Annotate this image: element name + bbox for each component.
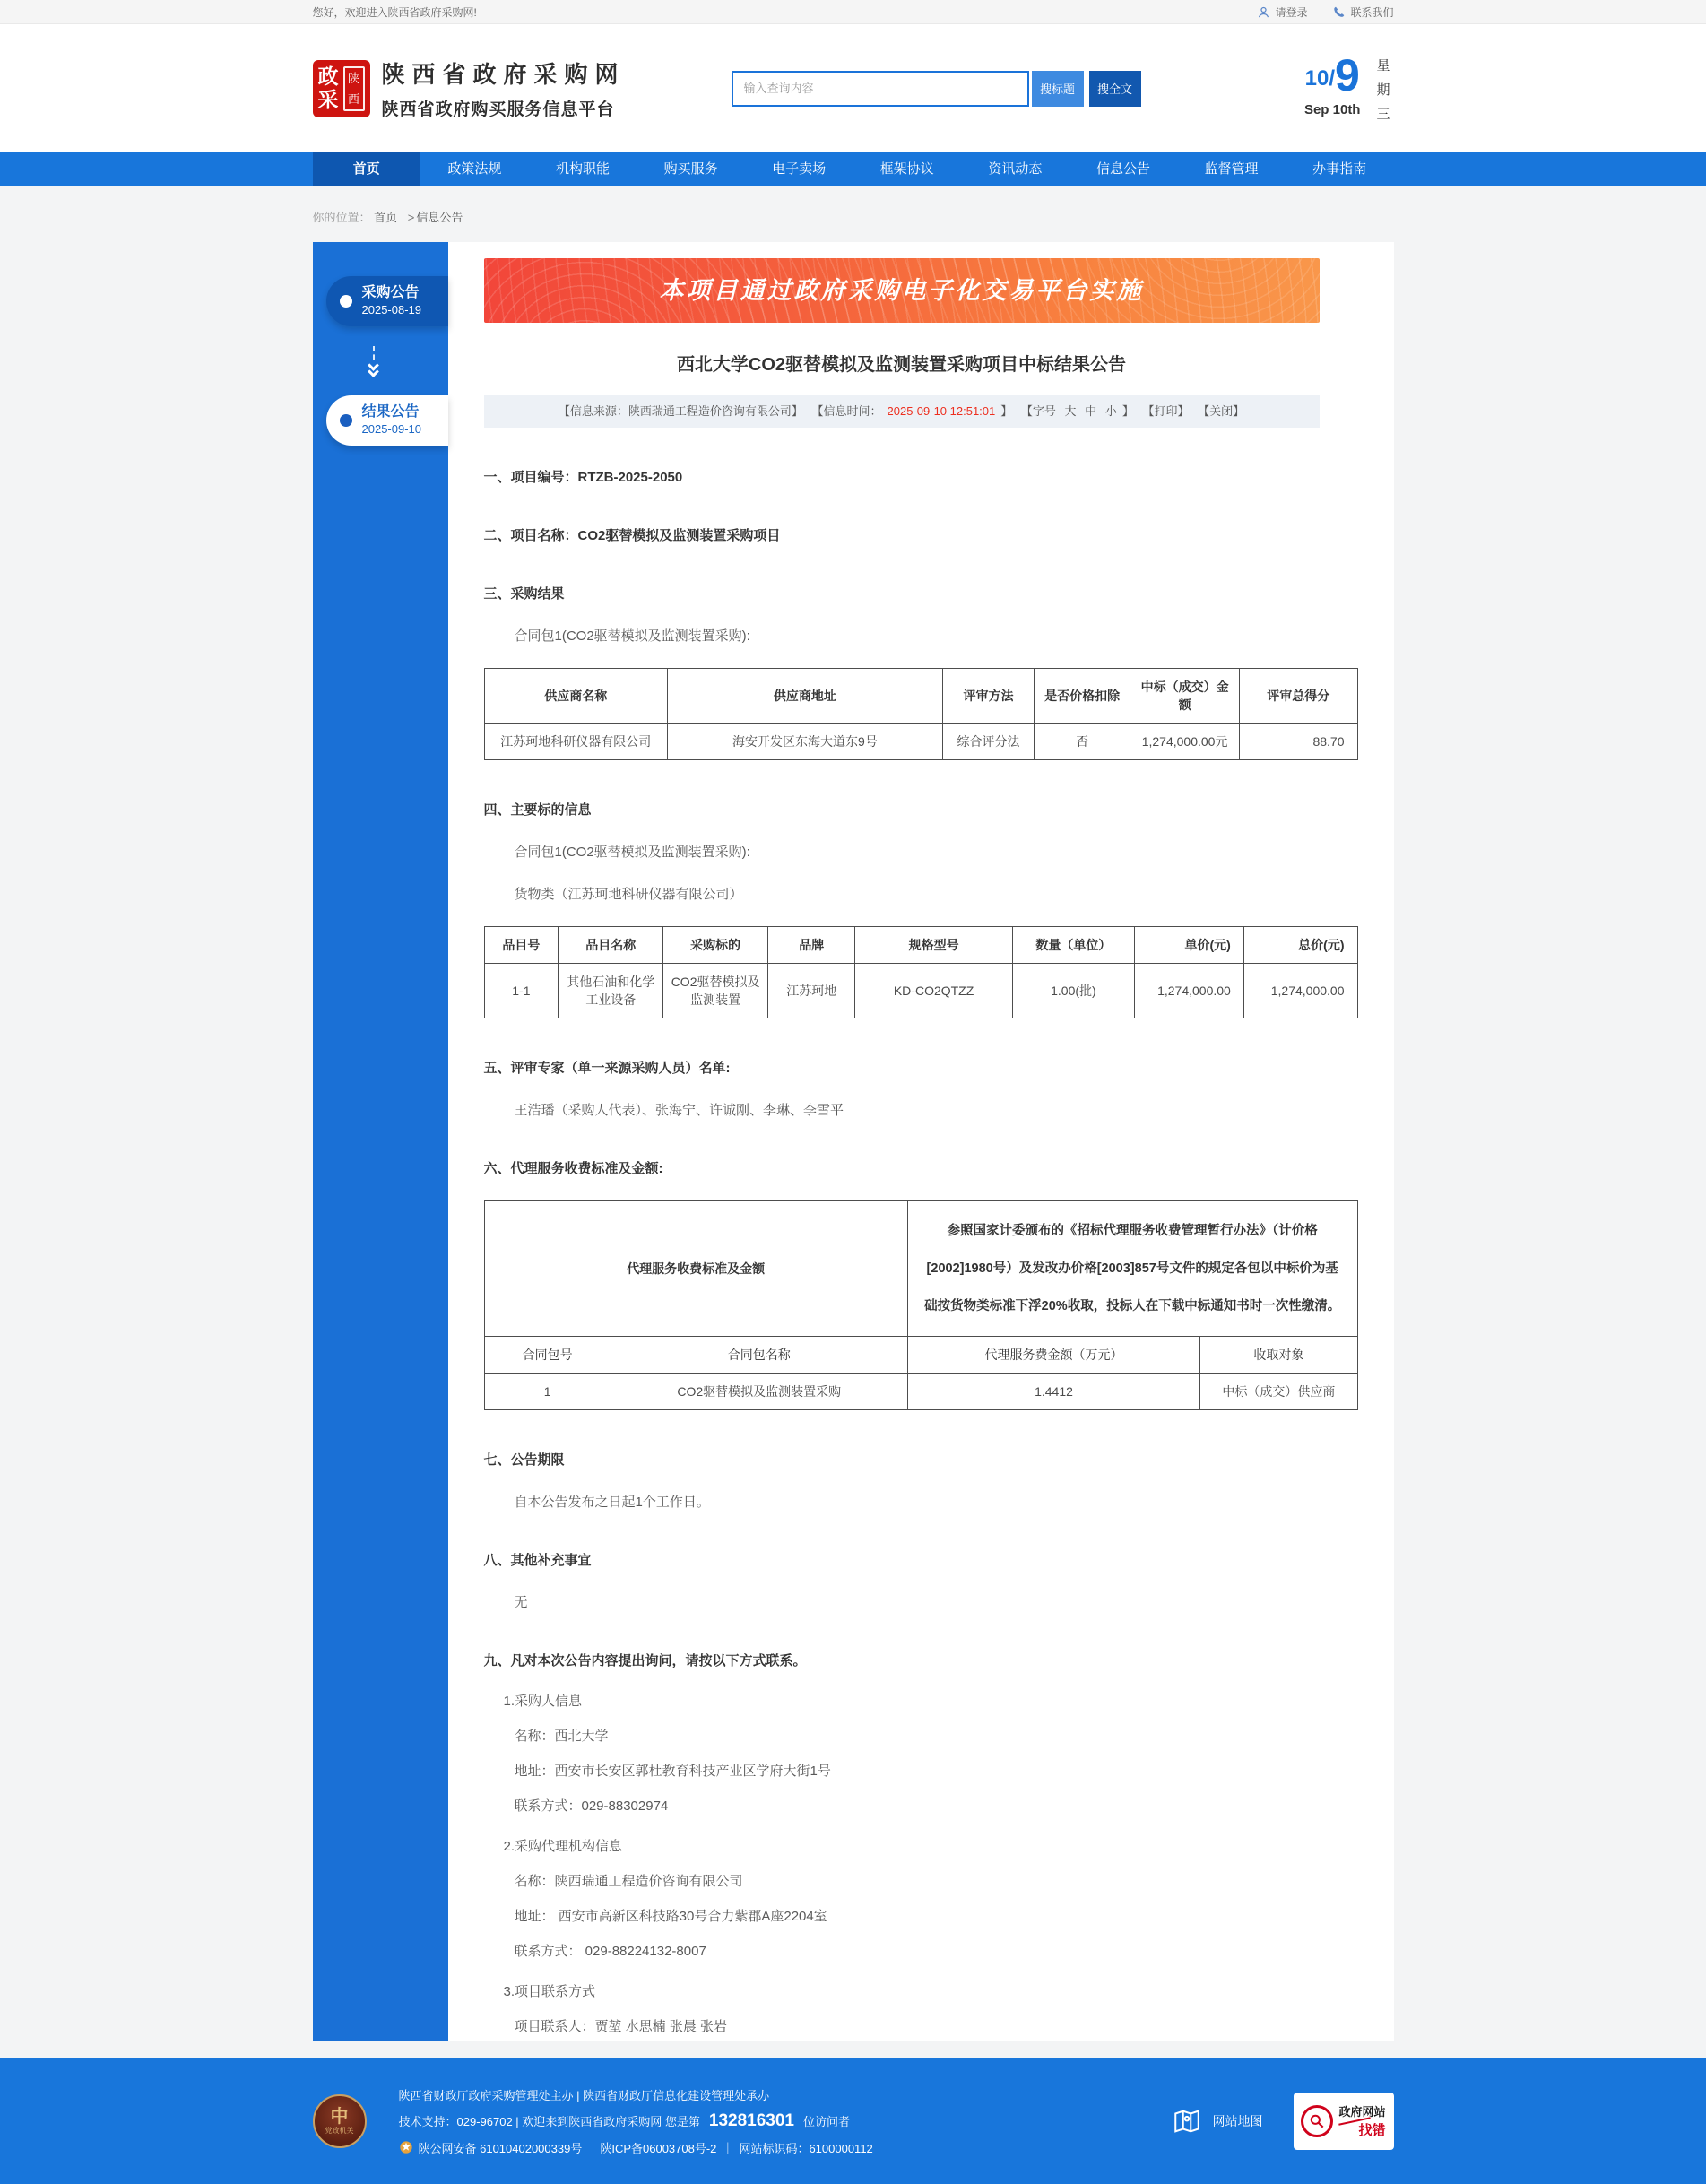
meta-source: 【信息来源：陕西瑞通工程造价咨询有限公司】: [558, 404, 803, 418]
col-quantity: 数量（单位）: [1012, 927, 1134, 964]
site-subtitle: 陕西省政府购买服务信息平台: [381, 100, 615, 119]
weekday-char: 期: [1376, 82, 1390, 98]
topbar-links: [1257, 4, 1393, 20]
breadcrumb: [313, 186, 1394, 225]
nav-item-news[interactable]: 资讯动态: [988, 161, 1043, 177]
model: KD-CO2QTZZ: [855, 964, 1012, 1018]
purchaser-phone: 联系方式：029-88302974: [514, 1798, 669, 1815]
footer-text-block: [399, 2086, 1172, 2156]
breadcrumb-home[interactable]: 首页: [374, 211, 398, 224]
project-contacts: 项目联系人：贾堃 水思楠 张晨 张岩: [514, 2019, 728, 2035]
col-item-no: 品目号: [484, 927, 559, 964]
close-button[interactable]: 【关闭】: [1198, 404, 1245, 418]
breadcrumb-zone: [0, 186, 1706, 242]
col-price-deduction: 是否价格扣除: [1035, 669, 1130, 724]
sidebar-item-date: 2025-09-10: [361, 422, 421, 436]
col-supplier-address: 供应商地址: [668, 669, 943, 724]
col-review-score: 评审总得分: [1239, 669, 1357, 724]
breadcrumb-current[interactable]: 信息公告: [416, 211, 463, 224]
fontsize-small-button[interactable]: 小: [1104, 404, 1117, 418]
footer-divider: ｜: [722, 2141, 734, 2155]
purchaser-info-title: 1.采购人信息: [503, 1694, 583, 1710]
table-header-row: [484, 669, 1357, 724]
magnifier-icon: [1301, 2105, 1333, 2137]
search-title-button[interactable]: 搜标题: [1032, 71, 1084, 107]
item-no: 1-1: [484, 964, 559, 1018]
beian-link[interactable]: 陕公网安备 61010402000339号: [418, 2141, 583, 2155]
date-english: Sep 10th: [1303, 102, 1361, 117]
nav-item-home[interactable]: 首页: [313, 152, 421, 186]
nav-item-functions[interactable]: 机构职能: [555, 161, 610, 177]
footer-registration-line: [399, 2139, 1172, 2156]
sidebar-item-date: 2025-08-19: [361, 303, 421, 316]
public-security-badge-icon: [399, 2140, 413, 2154]
contract-package-line: 合同包1(CO2驱替模拟及监测装置采购):: [514, 628, 750, 644]
sidebar-item-title: 结果公告: [361, 404, 420, 420]
purchaser-name: 名称：西北大学: [514, 1729, 609, 1745]
col-supplier-name: 供应商名称: [484, 669, 668, 724]
weekday-vertical: [1376, 56, 1390, 123]
site-name: 陕西省政府采购网: [381, 61, 626, 88]
welcome-text: 您好，欢迎进入陕西省政府采购网!: [312, 6, 477, 19]
platform-banner: 本项目通过政府采购电子化交易平台实施: [484, 258, 1320, 323]
logo-char: 采: [317, 88, 339, 111]
sidebar-item-title: 采购公告: [361, 285, 420, 300]
package-name: CO2驱替模拟及监测装置采购: [611, 1374, 907, 1410]
date-widget: [1303, 50, 1394, 123]
breadcrumb-separator: >: [407, 211, 415, 224]
gov-site-error-report-badge[interactable]: [1294, 2093, 1394, 2150]
items-table: [484, 926, 1358, 1018]
other-matters-text: 无: [514, 1595, 528, 1611]
article-meta: [484, 395, 1320, 428]
login-label: 请登录: [1275, 6, 1308, 19]
section-main-subject-info: 四、主要标的信息: [483, 802, 592, 818]
date-month: 10/: [1304, 66, 1335, 91]
total-price: 1,274,000.00: [1243, 964, 1357, 1018]
meta-fontsize-suffix: 】: [1121, 404, 1134, 418]
agency-name: 名称：陕西瑞通工程造价咨询有限公司: [514, 1874, 743, 1890]
article-head: [484, 258, 1320, 428]
unit-price: 1,274,000.00: [1135, 964, 1244, 1018]
brand: 江苏珂地: [768, 964, 855, 1018]
col-total-price: 总价(元): [1243, 927, 1357, 964]
footer-gap: [0, 2041, 1706, 2058]
fontsize-large-button[interactable]: 大: [1064, 404, 1077, 418]
table-merged-row: [484, 1201, 1357, 1337]
col-award-amount: 中标（成交）金额: [1130, 669, 1240, 724]
badge-line1: 政府网站: [1338, 2104, 1386, 2119]
user-icon: [1257, 5, 1270, 19]
support-text: 技术支持：029-96702 | 欢迎来到陕西省政府采购网 您是第: [398, 2115, 700, 2128]
logo-char: 西: [347, 91, 359, 106]
seal-caption: 党政机关: [325, 2127, 354, 2135]
meta-fontsize-prefix: 【字号: [1020, 404, 1056, 418]
supplier-address: 海安开发区东海大道东9号: [668, 724, 943, 760]
weekday-char: 三: [1376, 107, 1390, 122]
fee-standard-label: 代理服务收费标准及金额: [484, 1201, 907, 1337]
search-input[interactable]: [732, 71, 1029, 107]
col-unit-price: 单价(元): [1135, 927, 1244, 964]
agency-address: 地址： 西安市高新区科技路30号合力紫郡A座2204室: [514, 1909, 827, 1925]
nav-item-policy[interactable]: 政策法规: [447, 161, 502, 177]
article: [448, 242, 1394, 2041]
visitor-count: 132816301: [708, 2110, 794, 2130]
login-link[interactable]: [1257, 4, 1307, 20]
badge-text: [1338, 2105, 1385, 2137]
sidebar-item-procurement-notice[interactable]: [326, 276, 448, 326]
nav-item-purchase-service[interactable]: 购买服务: [663, 161, 718, 177]
content-area: [313, 242, 1394, 2041]
print-button[interactable]: 【打印】: [1142, 404, 1190, 418]
fee-payer: 中标（成交）供应商: [1200, 1374, 1357, 1410]
sitemap-link[interactable]: [1172, 2106, 1263, 2136]
date-numbers: [1304, 50, 1360, 100]
brand: [313, 56, 626, 120]
notice-period-text: 自本公告发布之日起1个工作日。: [514, 1495, 710, 1511]
review-score: 88.70: [1239, 724, 1357, 760]
contact-label: 联系我们: [1350, 6, 1394, 19]
brand-text: [382, 56, 626, 120]
award-amount: 1,274,000.00元: [1130, 724, 1240, 760]
timeline-dot-icon: [340, 414, 352, 427]
nav-item-framework[interactable]: 框架协议: [879, 161, 934, 177]
table-header-row: [484, 927, 1357, 964]
sitemap-label: 网站地图: [1212, 2113, 1263, 2128]
section-other-matters: 八、其他补充事宜: [483, 1553, 592, 1569]
section-notice-period: 七、公告期限: [483, 1452, 565, 1469]
map-icon: [1172, 2106, 1202, 2136]
section-experts: 五、评审专家（单一来源采购人员）名单:: [483, 1061, 731, 1076]
sidebar-item-result-notice[interactable]: [326, 395, 448, 446]
fee-standard-text: 参照国家计委颁布的《招标代理服务收费管理暂行办法》（计价格[2002]1980号）及发改办价格[2003]857号文件的规定各包以中标价为基础按货物类标准下浮20%收取，投标人在下载中标通知书时一次性缴清。: [907, 1201, 1357, 1337]
fee-amount: 1.4412: [907, 1374, 1199, 1410]
table-row: [484, 724, 1357, 760]
weekday-char: 星: [1376, 58, 1390, 74]
meta-time-suffix: 】: [1000, 404, 1013, 418]
footer-support-line: [399, 2111, 1172, 2131]
package-no: 1: [484, 1374, 611, 1410]
nav-item-guide[interactable]: 办事指南: [1312, 161, 1367, 177]
date-day: 9: [1335, 50, 1360, 100]
search-bar: [732, 71, 1141, 107]
supplier-name: 江苏珂地科研仪器有限公司: [484, 724, 668, 760]
purchaser-address: 地址：西安市长安区郭杜教育科技产业区学府大街1号: [514, 1764, 831, 1780]
seal-emblem: 中: [330, 2107, 349, 2127]
section-project-number: 一、项目编号：RTZB-2025-2050: [483, 470, 683, 485]
logo-char: 陕: [347, 71, 359, 85]
agency-phone: 联系方式： 029-88224132-8007: [514, 1944, 706, 1960]
col-fee-amount: 代理服务费金额（万元）: [907, 1337, 1199, 1374]
nav-item-supervision[interactable]: 监督管理: [1204, 161, 1259, 177]
price-deduction: 否: [1035, 724, 1130, 760]
quantity: 1.00(批): [1012, 964, 1134, 1018]
col-package-no: 合同包号: [484, 1337, 611, 1374]
footer-organizer-line: 陕西省财政厅政府采购管理处主办 | 陕西省财政厅信息化建设管理处承办: [398, 2088, 770, 2102]
agency-info-title: 2.采购代理机构信息: [503, 1839, 623, 1855]
visitor-suffix: 位访问者: [803, 2115, 851, 2128]
breadcrumb-prefix: 你的位置：: [312, 211, 371, 224]
col-model: 规格型号: [855, 927, 1012, 964]
table-header-row: [484, 1337, 1357, 1374]
col-review-method: 评审方法: [942, 669, 1034, 724]
site-footer: [0, 2058, 1706, 2184]
meta-time-prefix: 【信息时间：: [811, 404, 882, 418]
agency-fee-table: [484, 1200, 1358, 1410]
main-nav: [0, 152, 1706, 186]
site-header: [0, 24, 1706, 152]
table-row: [484, 1374, 1357, 1410]
subject: CO2驱替模拟及监测装置: [663, 964, 768, 1018]
col-fee-payer: 收取对象: [1200, 1337, 1357, 1374]
date-main: [1303, 50, 1361, 117]
section-agency-fee: 六、代理服务收费标准及金额:: [483, 1161, 663, 1176]
timeline-arrow-icon: [365, 346, 383, 376]
section-project-name: 二、项目名称：CO2驱替模拟及监测装置采购项目: [483, 528, 781, 543]
site-code: 网站标识码：6100000112: [739, 2141, 873, 2155]
party-gov-seal-icon: [313, 2094, 367, 2148]
badge-line2: 找错: [1358, 2122, 1386, 2138]
search-fulltext-button[interactable]: 搜全文: [1089, 71, 1141, 107]
timeline-sidebar: [313, 242, 448, 2041]
nav-item-announcements[interactable]: 信息公告: [1095, 161, 1150, 177]
experts-list: 王浩璠（采购人代表）、张海宁、许诚刚、李琳、李雪平: [514, 1103, 844, 1118]
table-row: [484, 964, 1357, 1018]
phone-icon: [1332, 5, 1346, 19]
goods-category-line: 货物类（江苏珂地科研仪器有限公司）: [514, 887, 743, 902]
col-brand: 品牌: [768, 927, 855, 964]
contract-package-line: 合同包1(CO2驱替模拟及监测装置采购):: [514, 845, 750, 860]
review-method: 综合评分法: [942, 724, 1034, 760]
nav-item-e-market[interactable]: 电子卖场: [772, 161, 827, 177]
page-title: 西北大学CO2驱替模拟及监测装置采购项目中标结果公告: [676, 355, 1127, 375]
section-procurement-result: 三、采购结果: [483, 586, 565, 602]
site-logo[interactable]: [313, 60, 370, 117]
section-contact: 九、凡对本次公告内容提出询问，请按以下方式联系。: [483, 1653, 807, 1669]
project-contact-title: 3.项目联系方式: [503, 1984, 596, 2000]
result-table: [484, 668, 1358, 760]
topbar: [0, 0, 1706, 24]
icp-link[interactable]: 陕ICP备06003708号-2: [600, 2141, 717, 2155]
meta-time: 2025-09-10 12:51:01: [887, 404, 996, 418]
logo-char: 政: [317, 65, 339, 88]
col-package-name: 合同包名称: [611, 1337, 907, 1374]
fontsize-medium-button[interactable]: 中: [1085, 404, 1097, 418]
contact-link[interactable]: [1332, 4, 1393, 20]
col-item-name: 品目名称: [559, 927, 663, 964]
footer-right: [1172, 2093, 1394, 2150]
logo-left-chars: [318, 66, 339, 111]
timeline-dot-icon: [340, 295, 352, 308]
logo-right-chars: [343, 66, 365, 111]
item-name: 其他石油和化学工业设备: [559, 964, 663, 1018]
col-subject: 采购标的: [663, 927, 768, 964]
